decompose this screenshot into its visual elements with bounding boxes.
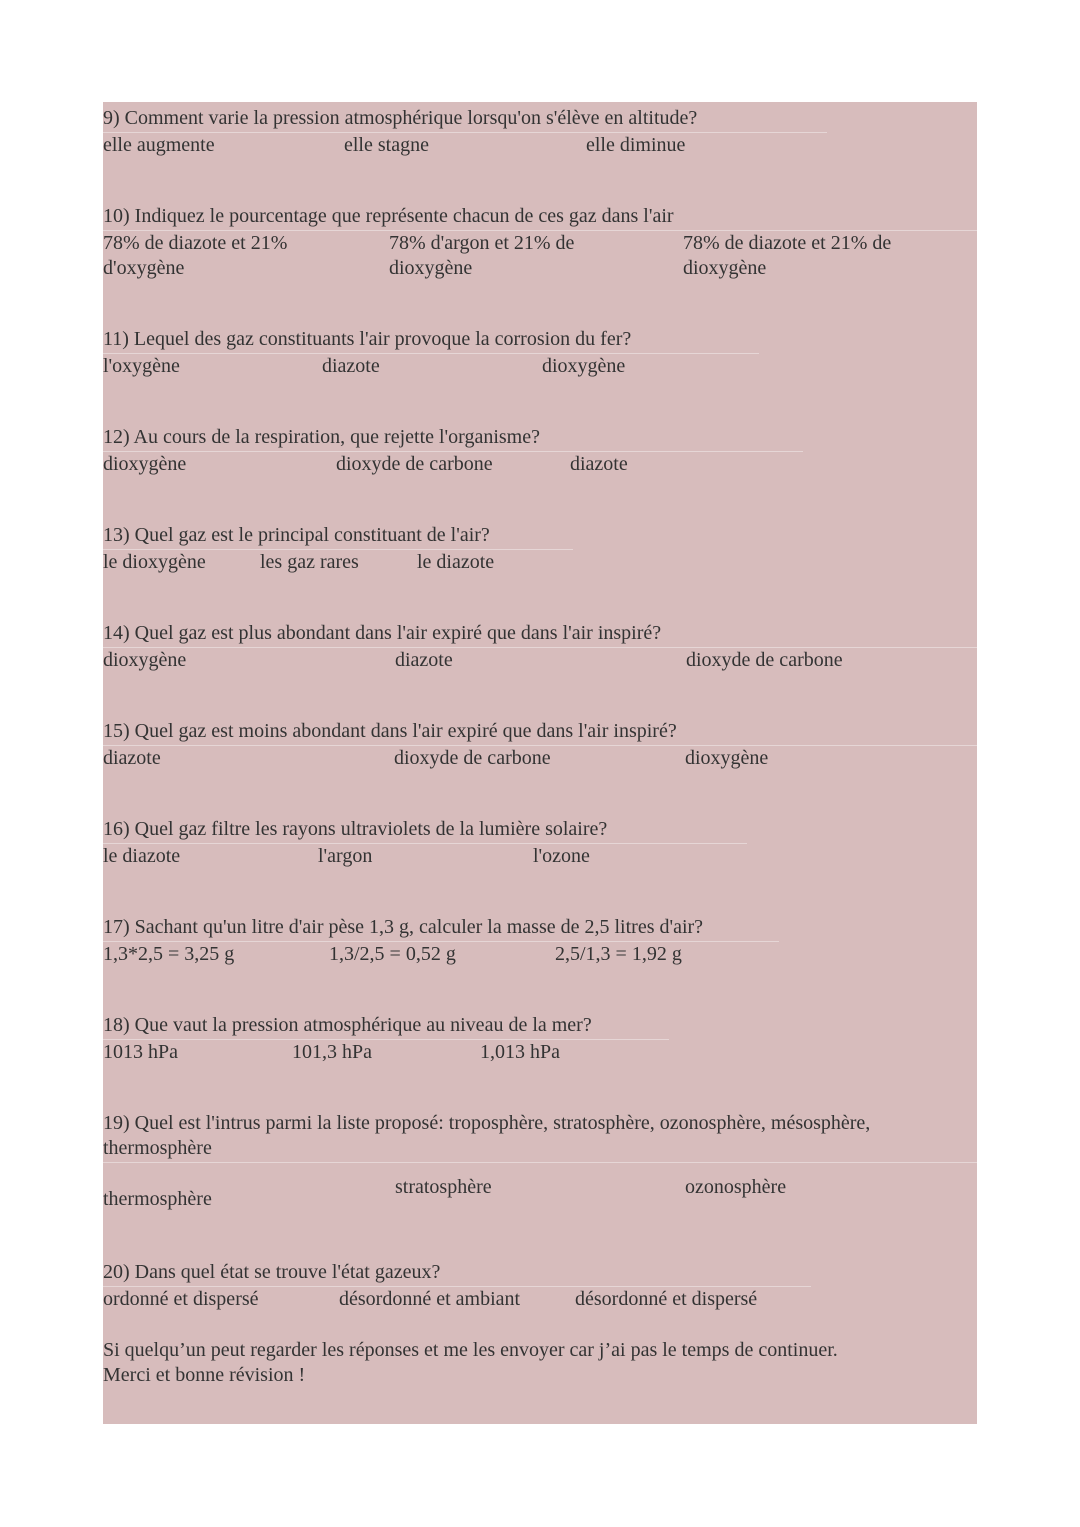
question-18 bbox=[103, 1013, 977, 1090]
answer-option[interactable]: elle diminue bbox=[586, 134, 686, 156]
question-text: 15) Quel gaz est moins abondant dans l'air expiré que dans l'air inspiré? bbox=[103, 719, 977, 746]
answer-option[interactable]: dioxygène bbox=[103, 649, 187, 671]
answer-option[interactable]: désordonné et dispersé bbox=[575, 1288, 758, 1310]
answer-options bbox=[103, 1163, 977, 1225]
answer-option[interactable]: thermosphère bbox=[103, 1188, 212, 1210]
question-15 bbox=[103, 719, 977, 796]
answer-option[interactable]: 1,3*2,5 = 3,25 g bbox=[103, 943, 235, 965]
answer-option[interactable]: le diazote bbox=[103, 845, 181, 867]
question-text: 20) Dans quel état se trouve l'état gazeux? bbox=[103, 1260, 977, 1287]
question-9 bbox=[103, 106, 977, 183]
answer-option[interactable]: elle stagne bbox=[344, 134, 429, 156]
answer-option[interactable]: 1,3/2,5 = 0,52 g bbox=[329, 943, 456, 965]
question-16 bbox=[103, 817, 977, 894]
answer-option[interactable]: diazote bbox=[395, 649, 453, 671]
answer-option[interactable]: désordonné et ambiant bbox=[339, 1288, 521, 1310]
question-12 bbox=[103, 425, 977, 502]
answer-option[interactable]: dioxyde de carbone bbox=[686, 649, 843, 671]
answer-option[interactable]: 1,013 hPa bbox=[480, 1041, 560, 1063]
answer-options bbox=[103, 550, 977, 600]
answer-options bbox=[103, 942, 977, 992]
answer-options bbox=[103, 1040, 977, 1090]
question-text: 19) Quel est l'intrus parmi la liste proposé: troposphère, stratosphère, ozonosphère, mésosphère, thermosphère bbox=[103, 1111, 963, 1163]
answer-option[interactable]: ozonosphère bbox=[685, 1176, 787, 1198]
answer-option[interactable]: 101,3 hPa bbox=[292, 1041, 372, 1063]
question-10 bbox=[103, 204, 977, 281]
question-20 bbox=[103, 1260, 977, 1337]
answer-option[interactable]: le dioxygène bbox=[103, 551, 206, 573]
answer-option[interactable]: dioxygène bbox=[103, 453, 187, 475]
answer-option[interactable]: stratosphère bbox=[395, 1176, 492, 1198]
answer-option[interactable]: dioxygène bbox=[542, 355, 626, 377]
answer-option[interactable]: elle augmente bbox=[103, 134, 215, 156]
question-text: 16) Quel gaz filtre les rayons ultraviolets de la lumière solaire? bbox=[103, 817, 977, 844]
question-11 bbox=[103, 327, 977, 404]
answer-options bbox=[103, 746, 977, 796]
answer-options bbox=[103, 452, 977, 502]
answer-option[interactable]: diazote bbox=[570, 453, 628, 475]
question-text: 17) Sachant qu'un litre d'air pèse 1,3 g, calculer la masse de 2,5 litres d'air? bbox=[103, 915, 977, 942]
question-17 bbox=[103, 915, 977, 992]
question-text: 11) Lequel des gaz constituants l'air provoque la corrosion du fer? bbox=[103, 327, 977, 354]
answer-options bbox=[103, 231, 977, 281]
question-13 bbox=[103, 523, 977, 600]
answer-options bbox=[103, 844, 977, 894]
answer-option[interactable]: l'argon bbox=[318, 845, 373, 867]
answer-option[interactable]: dioxygène bbox=[685, 747, 769, 769]
question-text: 10) Indiquez le pourcentage que représente chacun de ces gaz dans l'air bbox=[103, 204, 977, 231]
answer-options bbox=[103, 133, 977, 183]
answer-option[interactable]: 78% de diazote et 21% de dioxygène bbox=[683, 232, 892, 279]
question-text: 9) Comment varie la pression atmosphérique lorsqu'on s'élève en altitude? bbox=[103, 106, 977, 133]
answer-option[interactable]: ordonné et dispersé bbox=[103, 1288, 259, 1310]
answer-option[interactable]: diazote bbox=[103, 747, 161, 769]
answer-option[interactable]: les gaz rares bbox=[260, 551, 359, 573]
closing-line: Si quelqu’un peut regarder les réponses et me les envoyer car j’ai pas le temps de continuer. bbox=[103, 1339, 838, 1361]
answer-option[interactable]: 78% de diazote et 21% d'oxygène bbox=[103, 232, 288, 279]
question-19 bbox=[103, 1111, 977, 1225]
answer-option[interactable]: diazote bbox=[322, 355, 380, 377]
question-text: 12) Au cours de la respiration, que rejette l'organisme? bbox=[103, 425, 977, 452]
question-text: 13) Quel gaz est le principal constituant de l'air? bbox=[103, 523, 977, 550]
closing-line: Merci et bonne révision ! bbox=[103, 1364, 306, 1386]
question-text: 18) Que vaut la pression atmosphérique au niveau de la mer? bbox=[103, 1013, 977, 1040]
answer-option[interactable]: le diazote bbox=[417, 551, 495, 573]
answer-option[interactable]: dioxyde de carbone bbox=[336, 453, 493, 475]
answer-options bbox=[103, 1287, 977, 1337]
answer-option[interactable]: l'oxygène bbox=[103, 355, 180, 377]
closing-note bbox=[103, 1338, 963, 1388]
answer-option[interactable]: 78% d'argon et 21% de dioxygène bbox=[389, 232, 575, 279]
answer-option[interactable]: 2,5/1,3 = 1,92 g bbox=[555, 943, 682, 965]
answer-option[interactable]: l'ozone bbox=[533, 845, 590, 867]
answer-options bbox=[103, 354, 977, 404]
question-text: 14) Quel gaz est plus abondant dans l'air expiré que dans l'air inspiré? bbox=[103, 621, 977, 648]
answer-option[interactable]: dioxyde de carbone bbox=[394, 747, 551, 769]
question-14 bbox=[103, 621, 977, 698]
answer-option[interactable]: 1013 hPa bbox=[103, 1041, 178, 1063]
answer-options bbox=[103, 648, 977, 698]
